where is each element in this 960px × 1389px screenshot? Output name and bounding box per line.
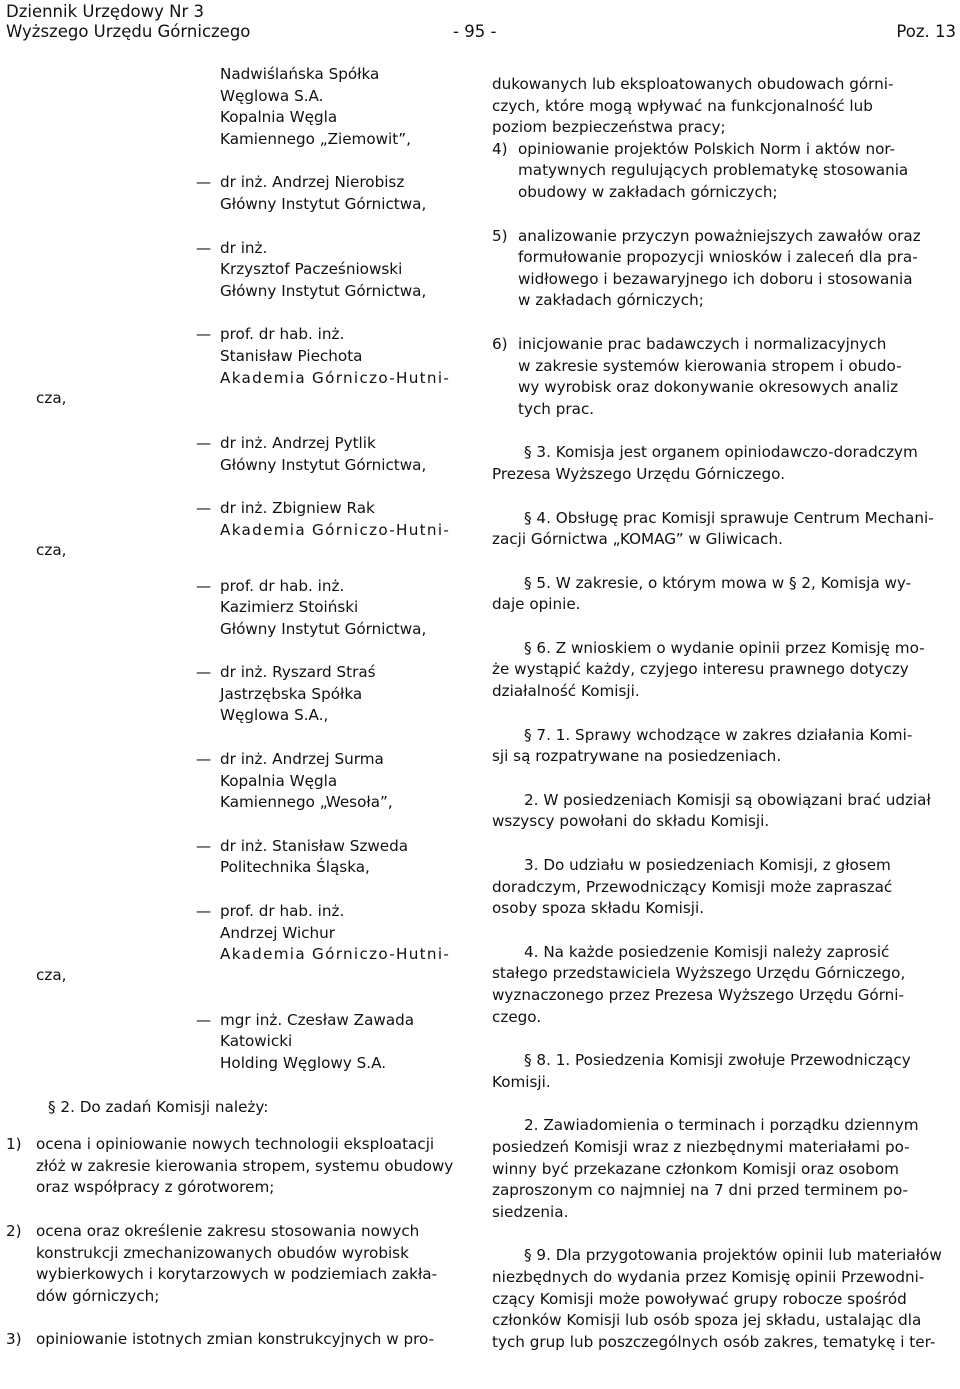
text-line: zacji Górnictwa „KOMAG” w Gliwicach. xyxy=(492,530,783,549)
text-line: tych grup lub poszczególnych osób zakres, tematykę i ter- xyxy=(492,1332,936,1351)
member-line: Kamiennego „Wesoła”, xyxy=(220,793,393,812)
text-line: że wystąpić każdy, czyjego interesu prawnego dotyczy xyxy=(492,660,909,679)
section-5 xyxy=(492,573,958,616)
page-header xyxy=(6,2,956,42)
text-line: w zakładach górniczych; xyxy=(518,291,704,310)
member-line: Węglowa S.A. xyxy=(220,86,324,105)
section-2 xyxy=(0,1097,470,1351)
member-entry xyxy=(0,576,470,641)
member-entry xyxy=(0,238,470,303)
text-line: formułowanie propozycji wniosków i zaleceń dla pra- xyxy=(518,248,918,267)
text-line: matywnych regulujących problematykę stosowania xyxy=(518,161,909,180)
left-column xyxy=(0,64,470,1351)
text-line: czych, które mogą wpływać na funkcjonalność lub xyxy=(492,96,873,115)
member-line: Akademia Górniczo-Hutni- xyxy=(220,368,451,387)
member-line: Stanisław Piechota xyxy=(220,346,363,365)
member-line: dr inż. Andrzej Surma xyxy=(220,750,384,769)
member-entry xyxy=(0,433,470,476)
list-number: 3) xyxy=(6,1330,22,1349)
text-line: winny być przekazane członkom Komisji oraz osobom xyxy=(492,1159,899,1178)
text-line: 3. Do udziału w posiedzeniach Komisji, z głosem xyxy=(524,856,891,875)
section-3 xyxy=(492,442,958,485)
member-line: Główny Instytut Górnictwa, xyxy=(220,619,427,638)
text-line: ocena i opiniowanie nowych technologii eksploatacji xyxy=(36,1135,435,1154)
text-line: siedzenia. xyxy=(492,1202,569,1221)
section-7-3 xyxy=(492,855,958,920)
member-dash: — xyxy=(196,663,212,682)
section-7-4 xyxy=(492,942,958,1028)
section-6 xyxy=(492,638,958,703)
list-item xyxy=(492,139,958,204)
member-list xyxy=(0,64,470,1075)
member-line: Andrzej Wichur xyxy=(220,923,336,942)
member-line: Węglowa S.A., xyxy=(220,706,329,725)
text-line: działalność Komisji. xyxy=(492,682,640,701)
member-entry xyxy=(0,498,470,560)
section-9 xyxy=(492,1245,958,1353)
list-number: 5) xyxy=(492,226,508,245)
text-line: złóż w zakresie kierowania stropem, systemu obudowy xyxy=(36,1156,454,1175)
text-line: dów górniczych; xyxy=(36,1286,160,1305)
text-line: 2. Zawiadomienia o terminach i porządku dziennym xyxy=(524,1116,919,1135)
member-line: dr inż. Zbigniew Rak xyxy=(220,499,375,518)
member-dash: — xyxy=(196,325,212,344)
text-line: wszyscy powołani do składu Komisji. xyxy=(492,812,770,831)
text-line: 4. Na każde posiedzenie Komisji należy zaprosić xyxy=(524,942,890,961)
text-line: § 7. 1. Sprawy wchodzące w zakres działania Komi- xyxy=(524,725,913,744)
member-line-continuation: cza, xyxy=(36,541,67,560)
text-line: § 5. W zakresie, o którym mowa w § 2, Komisja wy- xyxy=(524,573,912,592)
member-line: dr inż. Ryszard Straś xyxy=(220,663,376,682)
text-line: § 3. Komisja jest organem opiniodawczo-doradczym xyxy=(524,443,918,462)
text-line: § 6. Z wnioskiem o wydanie opinii przez Komisję mo- xyxy=(524,638,925,657)
member-line: prof. dr hab. inż. xyxy=(220,576,345,595)
list-item xyxy=(492,226,958,312)
text-line: wyznaczonego przez Prezesa Wyższego Urzędu Górni- xyxy=(492,986,904,1004)
member-line: dr inż. Andrzej Pytlik xyxy=(220,434,376,453)
text-line: czego. xyxy=(492,1007,542,1026)
text-line: wybierkowych i korytarzowych w podziemiach zakła- xyxy=(36,1265,438,1284)
member-dash: — xyxy=(196,238,212,257)
member-dash: — xyxy=(196,1010,212,1029)
text-line: wy wyrobisk oraz dokonywanie okresowych analiz xyxy=(518,378,899,397)
text-line: Komisji. xyxy=(492,1072,551,1091)
list-item xyxy=(492,334,958,420)
member-entry xyxy=(0,324,470,408)
list-item xyxy=(6,1329,470,1351)
member-line: Jastrzębska Spółka xyxy=(220,684,363,703)
member-line: Akademia Górniczo-Hutni- xyxy=(220,945,451,964)
text-line: niezbędnych do wydania przez Komisję opinii Przewodni- xyxy=(492,1267,925,1286)
list-item xyxy=(6,1134,470,1199)
text-line: obudowy w zakładach górniczych; xyxy=(518,182,778,201)
text-line: zaproszonym co najmniej na 7 dni przed terminem po- xyxy=(492,1181,908,1200)
member-dash: — xyxy=(196,434,212,453)
member-entry xyxy=(0,901,470,985)
member-line: prof. dr hab. inż. xyxy=(220,325,345,344)
text-line: czący Komisji może powoływać grupy robocze spośród xyxy=(492,1289,907,1308)
member-entry xyxy=(0,172,470,215)
text-line: § 8. 1. Posiedzenia Komisji zwołuje Przewodniczący xyxy=(524,1051,911,1070)
member-line: Krzysztof Pacześniowski xyxy=(220,260,403,279)
member-line: Nadwiślańska Spółka xyxy=(220,65,380,83)
member-line-continuation: cza, xyxy=(36,389,67,408)
text-line: konstrukcji zmechanizowanych obudów wyrobisk xyxy=(36,1243,409,1262)
list-number: 2) xyxy=(6,1221,22,1240)
member-line: Katowicki xyxy=(220,1032,293,1051)
text-line: inicjowanie prac badawczych i normalizacyjnych xyxy=(518,334,887,353)
member-entry xyxy=(0,749,470,814)
member-line: prof. dr hab. inż. xyxy=(220,902,345,921)
text-line: doradczym, Przewodniczący Komisji może zapraszać xyxy=(492,877,893,896)
list-number: 4) xyxy=(492,139,508,158)
text-line: sji są rozpatrywane na posiedzeniach. xyxy=(492,747,782,766)
member-entry xyxy=(0,1010,470,1075)
member-entry xyxy=(0,662,470,727)
member-line: Kamiennego „Ziemowit”, xyxy=(220,129,411,148)
list-item xyxy=(6,1221,470,1307)
section-4 xyxy=(492,508,958,551)
member-line: Akademia Górniczo-Hutni- xyxy=(220,520,451,539)
member-line: mgr inż. Czesław Zawada xyxy=(220,1010,415,1029)
list-number: 1) xyxy=(6,1135,22,1154)
text-line: Prezesa Wyższego Urzędu Górniczego. xyxy=(492,464,786,483)
member-line: Główny Instytut Górnictwa, xyxy=(220,455,427,474)
member-entry xyxy=(0,836,470,879)
text-line: § 4. Obsługę prac Komisji sprawuje Centrum Mechani- xyxy=(524,508,934,527)
member-dash: — xyxy=(196,173,212,192)
member-dash: — xyxy=(196,836,212,855)
page-number: - 95 - xyxy=(453,22,497,41)
item-3-continuation xyxy=(492,74,958,139)
section-8-2 xyxy=(492,1115,958,1223)
member-line: dr inż. Andrzej Nierobisz xyxy=(220,173,405,192)
member-line: dr inż. xyxy=(220,238,268,257)
member-line: Holding Węglowy S.A. xyxy=(220,1054,387,1072)
text-line: opiniowanie projektów Polskich Norm i aktów nor- xyxy=(518,139,896,158)
member-dash: — xyxy=(196,750,212,769)
text-line: osoby spoza składu Komisji. xyxy=(492,899,705,918)
text-line: widłowego i bezawaryjnego ich doboru i stosowania xyxy=(518,269,913,288)
text-line: członków Komisji lub osób spoza jej składu, ustalając dla xyxy=(492,1311,922,1330)
right-column xyxy=(492,74,958,1353)
text-line: opiniowanie istotnych zmian konstrukcyjnych w pro- xyxy=(36,1330,435,1349)
text-line: stałego przedstawiciela Wyższego Urzędu Górniczego, xyxy=(492,964,906,983)
member-line-continuation: cza, xyxy=(36,966,67,985)
member-line: dr inż. Stanisław Szweda xyxy=(220,836,409,855)
member-line: Kopalnia Węgla xyxy=(220,771,338,790)
text-line: oraz współpracy z górotworem; xyxy=(36,1178,275,1197)
member-dash: — xyxy=(196,902,212,921)
member-dash: — xyxy=(196,499,212,518)
text-line: tych prac. xyxy=(518,399,595,418)
section-8-1 xyxy=(492,1050,958,1093)
text-line: ocena oraz określenie zakresu stosowania nowych xyxy=(36,1221,420,1240)
position-number: Poz. 13 xyxy=(896,22,956,41)
section-7-2 xyxy=(492,790,958,833)
text-line: poziom bezpieczeństwa pracy; xyxy=(492,118,726,137)
section-heading: § 2. Do zadań Komisji należy: xyxy=(48,1097,269,1116)
text-line: dukowanych lub eksploatowanych obudowach górni- xyxy=(492,75,894,93)
member-entry xyxy=(0,64,470,150)
member-line: Politechnika Śląska, xyxy=(220,858,370,877)
text-line: daje opinie. xyxy=(492,595,581,614)
section-7-1 xyxy=(492,725,958,768)
journal-publisher: Wyższego Urzędu Górniczego xyxy=(6,22,251,41)
journal-title: Dziennik Urzędowy Nr 3 xyxy=(6,2,205,21)
member-line: Kopalnia Węgla xyxy=(220,108,338,127)
member-dash: — xyxy=(196,576,212,595)
text-line: analizowanie przyczyn poważniejszych zawałów oraz xyxy=(518,226,921,245)
text-line: w zakresie systemów kierowania stropem i obudo- xyxy=(518,356,902,375)
text-line: § 9. Dla przygotowania projektów opinii lub materiałów xyxy=(524,1246,942,1265)
text-line: posiedzeń Komisji wraz z niezbędnymi materiałami po- xyxy=(492,1137,910,1156)
member-line: Główny Instytut Górnictwa, xyxy=(220,194,427,213)
text-line: 2. W posiedzeniach Komisji są obowiązani brać udział xyxy=(524,790,931,809)
member-line: Kazimierz Stoiński xyxy=(220,598,359,617)
member-line: Główny Instytut Górnictwa, xyxy=(220,281,427,300)
list-number: 6) xyxy=(492,334,508,353)
